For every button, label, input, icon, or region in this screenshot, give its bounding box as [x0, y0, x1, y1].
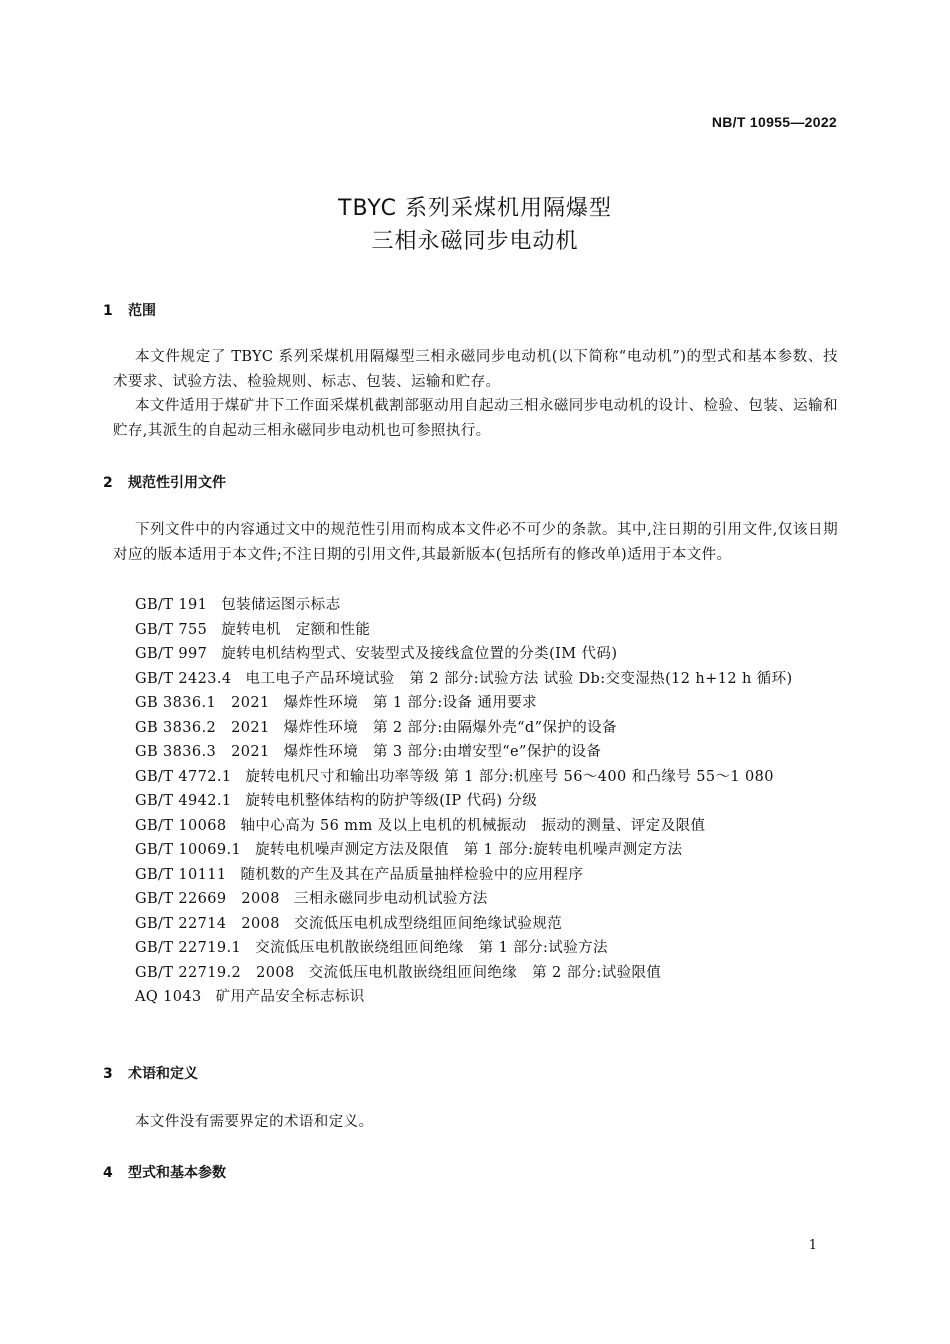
- section-1-paragraph-1: 本文件规定了 TBYC 系列采煤机用隔爆型三相永磁同步电动机(以下简称“电动机”)的型式和基本参数、技术要求、试验方法、检验规则、标志、包装、运输和贮存。: [113, 349, 838, 390]
- reference-item: GB 3836.2 2021 爆炸性环境 第 2 部分:由隔爆外壳“d”保护的设备: [135, 719, 617, 736]
- reference-item: GB/T 755 旋转电机 定额和性能: [135, 621, 371, 638]
- page-number: 1: [808, 1238, 817, 1253]
- section-number: 4: [103, 1165, 113, 1181]
- reference-item: GB/T 22714 2008 交流低压电机成型绕组匝间绝缘试验规范: [135, 915, 563, 932]
- title-line-2: 三相永磁同步电动机: [371, 229, 579, 254]
- reference-item: GB/T 2423.4 电工电子产品环境试验 第 2 部分:试验方法 试验 Db:交变湿热(12 h+12 h 循环): [135, 670, 793, 687]
- reference-item: GB/T 4772.1 旋转电机尺寸和输出功率等级 第 1 部分:机座号 56～400 和凸缘号 55～1 080: [135, 768, 774, 785]
- reference-item: GB 3836.1 2021 爆炸性环境 第 1 部分:设备 通用要求: [135, 695, 538, 711]
- section-number: 3: [103, 1066, 113, 1082]
- document-title: [0, 192, 950, 258]
- section-1-paragraph-2: 本文件适用于煤矿井下工作面采煤机截割部驱动用自起动三相永磁同步电动机的设计、检验、包装、运输和贮存,其派生的自起动三相永磁同步电动机也可参照执行。: [113, 398, 838, 439]
- reference-item: GB/T 10068 轴中心高为 56 mm 及以上电机的机械振动 振动的测量、评定及限值: [135, 817, 706, 834]
- section-number: 1: [103, 303, 113, 319]
- section-1-heading: [103, 300, 156, 320]
- section-3-heading: [103, 1063, 198, 1083]
- reference-item: GB/T 22719.1 交流低压电机散嵌绕组匝间绝缘 第 1 部分:试验方法: [135, 940, 608, 956]
- reference-item: GB/T 997 旋转电机结构型式、安装型式及接线盒位置的分类(IM 代码): [135, 646, 618, 662]
- section-3-paragraph-1: 本文件没有需要界定的术语和定义。: [135, 1114, 374, 1130]
- normative-references-list: [113, 593, 838, 1010]
- reference-item: GB/T 22669 2008 三相永磁同步电动机试验方法: [135, 891, 488, 907]
- document-code: NB/T 10955—2022: [711, 114, 837, 130]
- section-title: 型式和基本参数: [128, 1165, 226, 1181]
- title-line-1: TBYC 系列采煤机用隔爆型: [338, 196, 612, 221]
- section-title: 范围: [128, 303, 156, 319]
- section-title: 术语和定义: [128, 1066, 198, 1082]
- reference-item: GB/T 4942.1 旋转电机整体结构的防护等级(IP 代码) 分级: [135, 793, 538, 809]
- reference-item: GB/T 10111 随机数的产生及其在产品质量抽样检验中的应用程序: [135, 866, 584, 883]
- section-2-heading: [103, 472, 226, 492]
- reference-item: AQ 1043 矿用产品安全标志标识: [135, 989, 365, 1005]
- reference-item: GB 3836.3 2021 爆炸性环境 第 3 部分:由增安型“e”保护的设备: [135, 744, 602, 760]
- section-4-heading: [103, 1162, 226, 1182]
- reference-item: GB/T 10069.1 旋转电机噪声测定方法及限值 第 1 部分:旋转电机噪声测定方法: [135, 842, 683, 858]
- section-number: 2: [103, 475, 113, 491]
- reference-item: GB/T 22719.2 2008 交流低压电机散嵌绕组匝间绝缘 第 2 部分:试验限值: [135, 964, 662, 981]
- section-2-paragraph-1: 下列文件中的内容通过文中的规范性引用而构成本文件必不可少的条款。其中,注日期的引用文件,仅该日期对应的版本适用于本文件;不注日期的引用文件,其最新版本(包括所有的修改单)适用于本文件。: [113, 522, 838, 563]
- section-title: 规范性引用文件: [128, 475, 226, 491]
- reference-item: GB/T 191 包装储运图示标志: [135, 597, 341, 613]
